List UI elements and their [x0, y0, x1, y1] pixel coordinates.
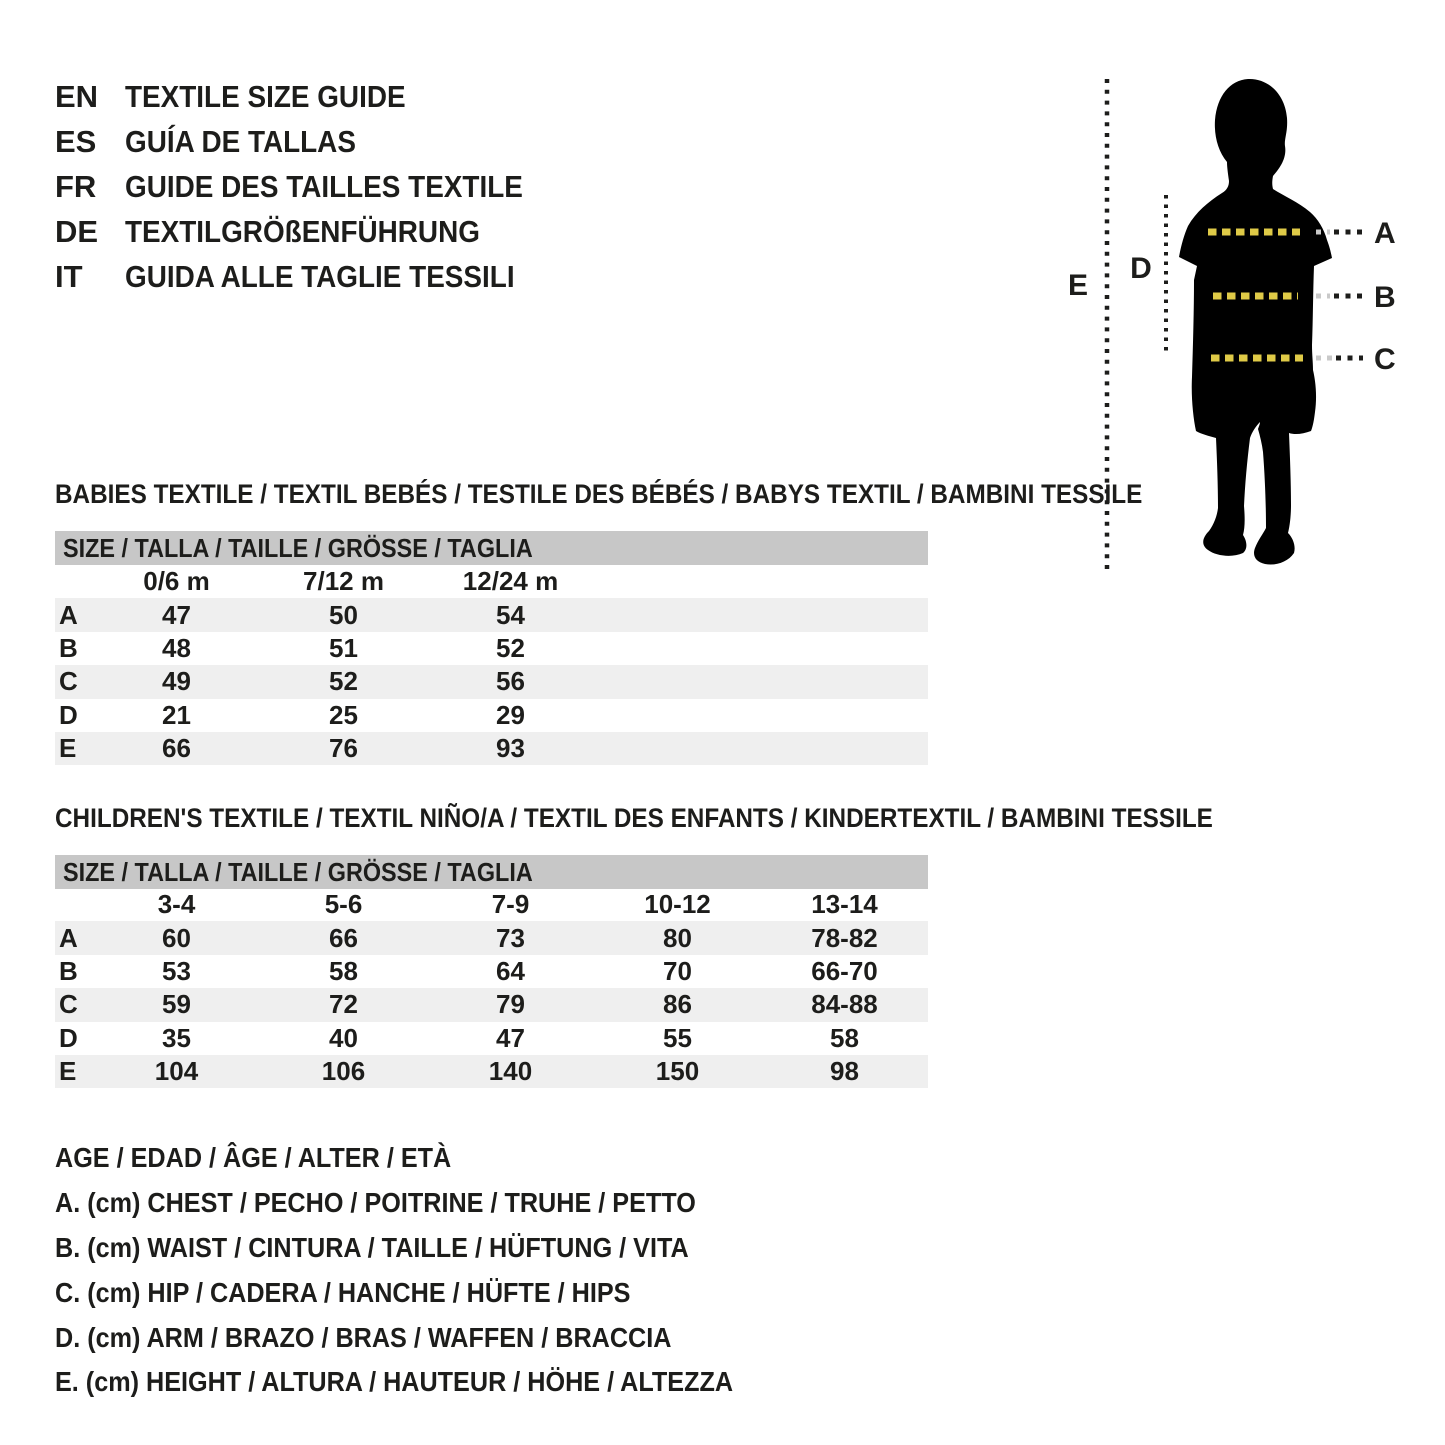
row-label: A — [59, 599, 78, 630]
children-col-2: 7-9 — [491, 889, 530, 920]
children-size-bar — [55, 855, 928, 889]
table-row — [55, 921, 928, 954]
cell: 106 — [321, 1056, 366, 1087]
row-label: B — [59, 955, 78, 986]
legend-arm-text: D. (cm) ARM / BRAZO / BRAS / WAFFEN / BRACCIA — [55, 1321, 672, 1353]
cell: 66 — [162, 733, 191, 764]
table-row — [55, 988, 928, 1021]
children-section-heading — [55, 803, 1342, 834]
cell: 66 — [329, 922, 358, 953]
table-row — [55, 1055, 928, 1088]
cell: 58 — [830, 1022, 859, 1053]
babies-size-bar — [55, 531, 928, 565]
table-row — [55, 632, 928, 665]
label-c: C — [1374, 343, 1396, 376]
cell: 55 — [663, 1022, 692, 1053]
legend-age-text: AGE / EDAD / ÂGE / ALTER / ETÀ — [55, 1142, 452, 1174]
row-label: C — [59, 666, 78, 697]
babies-heading-text: BABIES TEXTILE / TEXTIL BEBÉS / TESTILE DES BÉBÉS / BABYS TEXTIL / BAMBINI TESSILE — [55, 479, 1143, 509]
cell: 66-70 — [811, 955, 878, 986]
cell: 35 — [162, 1022, 191, 1053]
cell: 79 — [496, 989, 525, 1020]
title-de: TEXTILGRÖßENFÜHRUNG — [125, 213, 480, 249]
cell: 52 — [496, 632, 525, 663]
cell: 21 — [162, 699, 191, 730]
cell: 64 — [496, 955, 525, 986]
cell: 60 — [162, 922, 191, 953]
measurement-diagram — [1040, 60, 1445, 600]
title-row-en — [55, 74, 567, 119]
cell: 49 — [162, 666, 191, 697]
row-label: E — [59, 1056, 77, 1087]
title-row-es — [55, 119, 567, 164]
cell: 84-88 — [811, 989, 878, 1020]
cell: 104 — [154, 1056, 199, 1087]
babies-col-1: 7/12 m — [303, 566, 384, 597]
cell: 86 — [663, 989, 692, 1020]
cell: 58 — [329, 955, 358, 986]
children-col-3: 10-12 — [644, 889, 711, 920]
table-row — [55, 955, 928, 988]
title-row-fr — [55, 164, 567, 209]
legend-hip — [55, 1270, 808, 1315]
table-row — [55, 598, 928, 631]
children-size-table — [55, 888, 928, 1088]
lang-code-it: IT — [55, 258, 83, 294]
legend-arm — [55, 1315, 808, 1360]
cell: 54 — [496, 599, 525, 630]
cell: 76 — [329, 733, 358, 764]
row-label: A — [59, 922, 78, 953]
label-d: D — [1130, 252, 1152, 285]
lang-code-es: ES — [55, 123, 97, 159]
cell: 25 — [329, 699, 358, 730]
title-row-de — [55, 209, 567, 254]
row-label: E — [59, 733, 77, 764]
legend-waist-text: B. (cm) WAIST / CINTURA / TAILLE / HÜFTUNG / VITA — [55, 1231, 689, 1263]
cell: 150 — [655, 1056, 700, 1087]
label-e: E — [1067, 269, 1089, 302]
legend-height-text: E. (cm) HEIGHT / ALTURA / HAUTEUR / HÖHE / ALTEZZA — [55, 1366, 734, 1398]
title-fr: GUIDE DES TAILLES TEXTILE — [125, 168, 523, 204]
table-row — [55, 732, 928, 765]
children-col-1: 5-6 — [324, 889, 363, 920]
row-label: D — [59, 1022, 78, 1053]
babies-size-bar-text: SIZE / TALLA / TAILLE / GRÖSSE / TAGLIA — [63, 532, 533, 563]
lang-code-fr: FR — [55, 168, 97, 204]
title-en: TEXTILE SIZE GUIDE — [125, 78, 406, 114]
cell: 80 — [663, 922, 692, 953]
title-es: GUÍA DE TALLAS — [125, 123, 356, 159]
babies-col-2: 12/24 m — [462, 566, 559, 597]
legend-chest-text: A. (cm) CHEST / PECHO / POITRINE / TRUHE / PETTO — [55, 1187, 696, 1219]
cell: 50 — [329, 599, 358, 630]
row-label: D — [59, 699, 78, 730]
cell: 51 — [329, 632, 358, 663]
babies-size-table — [55, 565, 928, 765]
language-title-block — [55, 74, 567, 299]
children-col-4: 13-14 — [811, 889, 878, 920]
row-label: C — [59, 989, 78, 1020]
label-b: B — [1374, 281, 1396, 314]
children-column-header-row — [55, 888, 928, 921]
babies-section-heading — [55, 479, 1263, 510]
cell: 93 — [496, 733, 525, 764]
cell: 78-82 — [811, 922, 878, 953]
cell: 48 — [162, 632, 191, 663]
legend-waist — [55, 1226, 808, 1271]
lang-code-en: EN — [55, 78, 99, 114]
cell: 40 — [329, 1022, 358, 1053]
cell: 47 — [496, 1022, 525, 1053]
cell: 73 — [496, 922, 525, 953]
cell: 59 — [162, 989, 191, 1020]
children-col-0: 3-4 — [157, 889, 196, 920]
cell: 70 — [663, 955, 692, 986]
legend-hip-text: C. (cm) HIP / CADERA / HANCHE / HÜFTE / HIPS — [55, 1276, 631, 1308]
table-row — [55, 699, 928, 732]
babies-column-header-row — [55, 565, 928, 598]
cell: 29 — [496, 699, 525, 730]
row-label: B — [59, 632, 78, 663]
cell: 53 — [162, 955, 191, 986]
cell: 56 — [496, 666, 525, 697]
babies-col-0: 0/6 m — [143, 566, 210, 597]
lang-code-de: DE — [55, 213, 99, 249]
table-row — [55, 665, 928, 698]
cell: 140 — [488, 1056, 533, 1087]
measurement-legend — [55, 1136, 808, 1405]
table-row — [55, 1022, 928, 1055]
legend-chest — [55, 1181, 808, 1226]
title-row-it — [55, 254, 567, 299]
legend-age — [55, 1136, 808, 1181]
cell: 52 — [329, 666, 358, 697]
cell: 98 — [830, 1056, 859, 1087]
cell: 47 — [162, 599, 191, 630]
cell: 72 — [329, 989, 358, 1020]
legend-height — [55, 1360, 808, 1405]
children-heading-text: CHILDREN'S TEXTILE / TEXTIL NIÑO/A / TEXTIL DES ENFANTS / KINDERTEXTIL / BAMBINI TESSILE — [55, 803, 1213, 833]
title-it: GUIDA ALLE TAGLIE TESSILI — [125, 258, 515, 294]
children-size-bar-text: SIZE / TALLA / TAILLE / GRÖSSE / TAGLIA — [63, 856, 533, 887]
label-a: A — [1374, 217, 1396, 250]
